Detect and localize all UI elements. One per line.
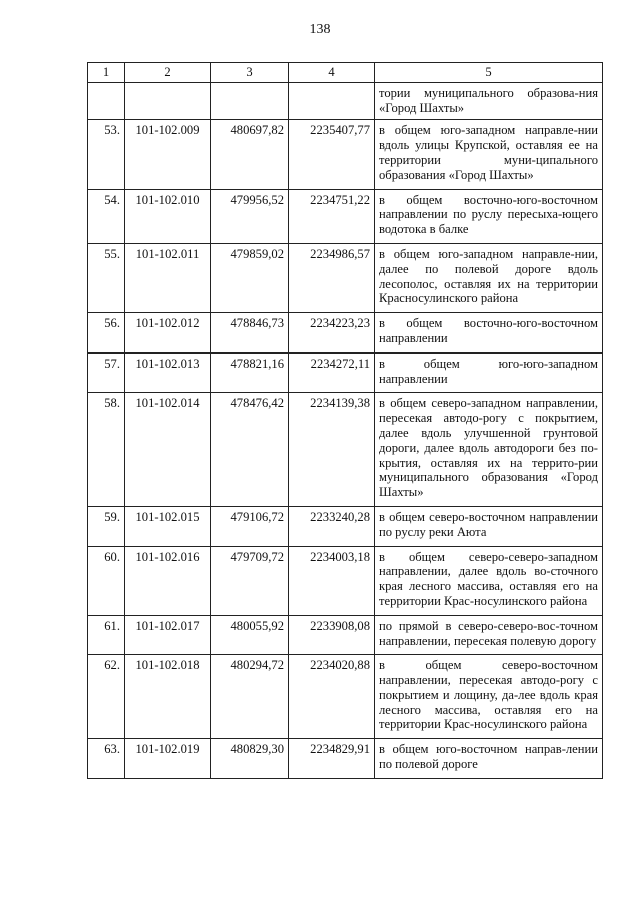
boundary-description: в общем северо-северо-западном направлении, далее вдоль во-сточного края лесного массива, оставляя его на территории Крас-носулинского района [375,546,603,615]
page-number: 138 [309,22,331,37]
header-col-3: 3 [211,63,289,83]
coord-x: 479956,52 [211,189,289,243]
boundary-description: тории муниципального образова-ния «Город Шахты» [375,82,603,120]
coord-x: 478846,73 [211,313,289,353]
table-row [88,82,603,120]
point-code: 101-102.013 [125,353,211,393]
table-row [88,393,603,507]
table-row [88,353,603,393]
row-number: 63. [88,739,125,779]
coord-y: 2233908,08 [289,615,375,655]
boundary-description: в общем юго-восточном направ-лении по полевой дороге [375,739,603,779]
coord-x [211,82,289,120]
point-code: 101-102.011 [125,243,211,312]
point-code: 101-102.009 [125,120,211,189]
point-code: 101-102.019 [125,739,211,779]
table-row [88,243,603,312]
row-number: 62. [88,655,125,739]
row-number: 53. [88,120,125,189]
row-number: 54. [88,189,125,243]
coord-x: 480055,92 [211,615,289,655]
point-code: 101-102.014 [125,393,211,507]
row-number: 59. [88,506,125,546]
coord-y: 2233240,28 [289,506,375,546]
coord-y: 2234020,88 [289,655,375,739]
coord-y: 2234139,38 [289,393,375,507]
table-row [88,655,603,739]
coord-x: 479709,72 [211,546,289,615]
coord-y: 2235407,77 [289,120,375,189]
header-col-2: 2 [125,63,211,83]
point-code: 101-102.012 [125,313,211,353]
row-number: 61. [88,615,125,655]
table-row [88,120,603,189]
boundary-description: в общем юго-юго-западном направлении [375,353,603,393]
point-code: 101-102.017 [125,615,211,655]
row-number: 58. [88,393,125,507]
boundary-description: в общем юго-западном направле-нии, далее по полевой дороге вдоль лесополос, оставляя их на территории Красносулинского района [375,243,603,312]
point-code: 101-102.018 [125,655,211,739]
table-row [88,615,603,655]
boundary-description: в общем восточно-юго-восточном направлении [375,313,603,353]
coord-x: 479859,02 [211,243,289,312]
coord-y: 2234986,57 [289,243,375,312]
coord-x: 480829,30 [211,739,289,779]
header-col-4: 4 [289,63,375,83]
header-col-5: 5 [375,63,603,83]
point-code: 101-102.015 [125,506,211,546]
table-row [88,546,603,615]
coord-x: 480697,82 [211,120,289,189]
table-row [88,739,603,779]
boundary-description: в общем восточно-юго-восточном направлении по руслу пересыха-ющего водотока в балке [375,189,603,243]
row-number: 56. [88,313,125,353]
boundary-description: в общем северо-восточном направлении, пересекая автодо-рогу с покрытием и лощину, да-лее вдоль края лесного массива, оставляя его на территории Крас-носулинского района [375,655,603,739]
boundary-description: по прямой в северо-северо-вос-точном направлении, пересекая полевую дорогу [375,615,603,655]
table-row [88,313,603,353]
header-row [88,63,603,83]
table-body [88,82,603,778]
row-number: 60. [88,546,125,615]
coord-y: 2234751,22 [289,189,375,243]
boundary-description: в общем северо-западном направлении, пересекая автодо-рогу с покрытием, далее вдоль улучшенной грунтовой дороги, далее вдоль автодороги без по-крытия, оставляя их на террито-рии муниципального образования «Город Шахты» [375,393,603,507]
coord-y: 2234223,23 [289,313,375,353]
table-row [88,189,603,243]
header-col-1: 1 [88,63,125,83]
coord-y: 2234829,91 [289,739,375,779]
coord-x: 478821,16 [211,353,289,393]
point-code: 101-102.016 [125,546,211,615]
row-number: 55. [88,243,125,312]
row-number [88,82,125,120]
table-row [88,506,603,546]
boundary-description: в общем северо-восточном направлении по руслу реки Аюта [375,506,603,546]
coord-x: 479106,72 [211,506,289,546]
coord-y: 2234003,18 [289,546,375,615]
coord-y [289,82,375,120]
coord-x: 480294,72 [211,655,289,739]
row-number: 57. [88,353,125,393]
table-header [88,63,603,83]
coord-y: 2234272,11 [289,353,375,393]
point-code [125,82,211,120]
boundary-description: в общем юго-западном направле-нии вдоль улицы Крупской, оставляя ее на территории муни-ципального образования «Город Шахты» [375,120,603,189]
point-code: 101-102.010 [125,189,211,243]
boundary-coordinates-table [87,62,603,779]
coord-x: 478476,42 [211,393,289,507]
